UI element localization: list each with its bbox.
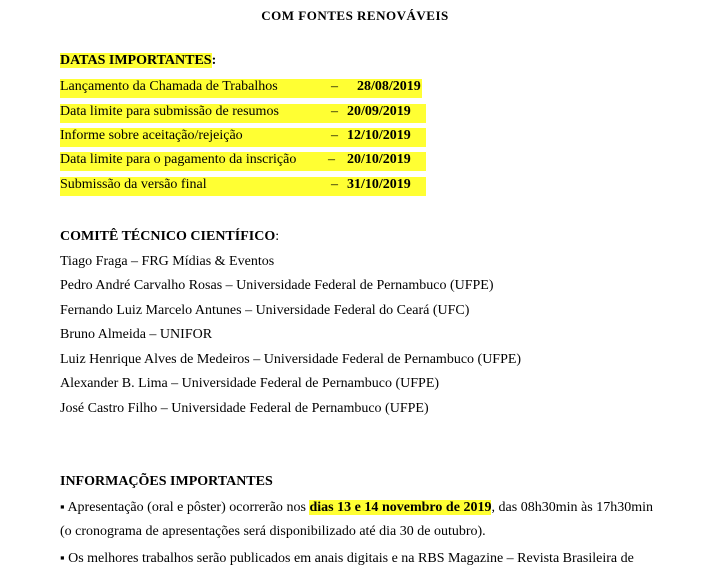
date-value: 20/10/2019 [347,152,411,167]
date-dash: – [328,152,335,167]
committee-member: Bruno Almeida – UNIFOR [60,327,213,342]
date-label: Informe sobre aceitação/rejeição [60,128,243,143]
date-value: 12/10/2019 [347,128,411,143]
committee-member: Alexander B. Lima – Universidade Federal de Pernambuco (UFPE) [60,376,440,391]
presentation-dates: dias 13 e 14 novembro de 2019 [309,500,492,515]
date-label: Submissão da versão final [60,177,207,192]
committee-member: José Castro Filho – Universidade Federal de Pernambuco (UFPE) [60,401,429,416]
committee-member: Tiago Fraga – FRG Mídias & Eventos [60,254,275,269]
date-dash: – [331,79,338,94]
committee-heading-colon: : [275,229,280,244]
bullet-icon: ▪ [60,550,65,565]
info-p1-post: , das 08h30min às 17h30min (o cronograma de apresentações será disponibilizado até dia 30 de outubro). [60,500,654,539]
date-dash: – [331,128,338,143]
dates-heading-colon: : [211,53,217,68]
date-label: Data limite para submissão de resumos [60,104,279,119]
document-title: COM FONTES RENOVÁVEIS [261,8,449,23]
info-paragraph-2 [60,546,653,571]
committee-heading-text: COMITÊ TÉCNICO CIENTÍFICO [60,229,276,244]
committee-member: Pedro André Carvalho Rosas – Universidade Federal de Pernambuco (UFPE) [60,278,494,293]
committee-member: Fernando Luiz Marcelo Antunes – Universidade Federal do Ceará (UFC) [60,303,470,318]
date-value: 28/08/2019 [357,79,421,94]
date-dash: – [331,104,338,119]
info-heading: INFORMAÇÕES IMPORTANTES [60,474,273,489]
info-paragraph-1 [60,495,653,544]
dates-heading [60,53,216,69]
date-label: Data limite para o pagamento da inscrição [60,152,297,167]
date-value: 31/10/2019 [347,177,411,192]
date-value: 20/09/2019 [347,104,411,119]
info-p2-text: Os melhores trabalhos serão publicados em anais digitais e na RBS Magazine – Revista Brasileira de [68,551,634,566]
committee-member: Luiz Henrique Alves de Medeiros – Universidade Federal de Pernambuco (UFPE) [60,352,522,367]
bullet-icon: ▪ [60,499,65,514]
dates-heading-text: DATAS IMPORTANTES [60,53,212,68]
committee-heading [60,229,279,245]
date-label: Lançamento da Chamada de Trabalhos [60,79,278,94]
info-p1-pre: Apresentação (oral e pôster) ocorrerão nos [67,500,310,515]
date-dash: – [331,177,338,192]
